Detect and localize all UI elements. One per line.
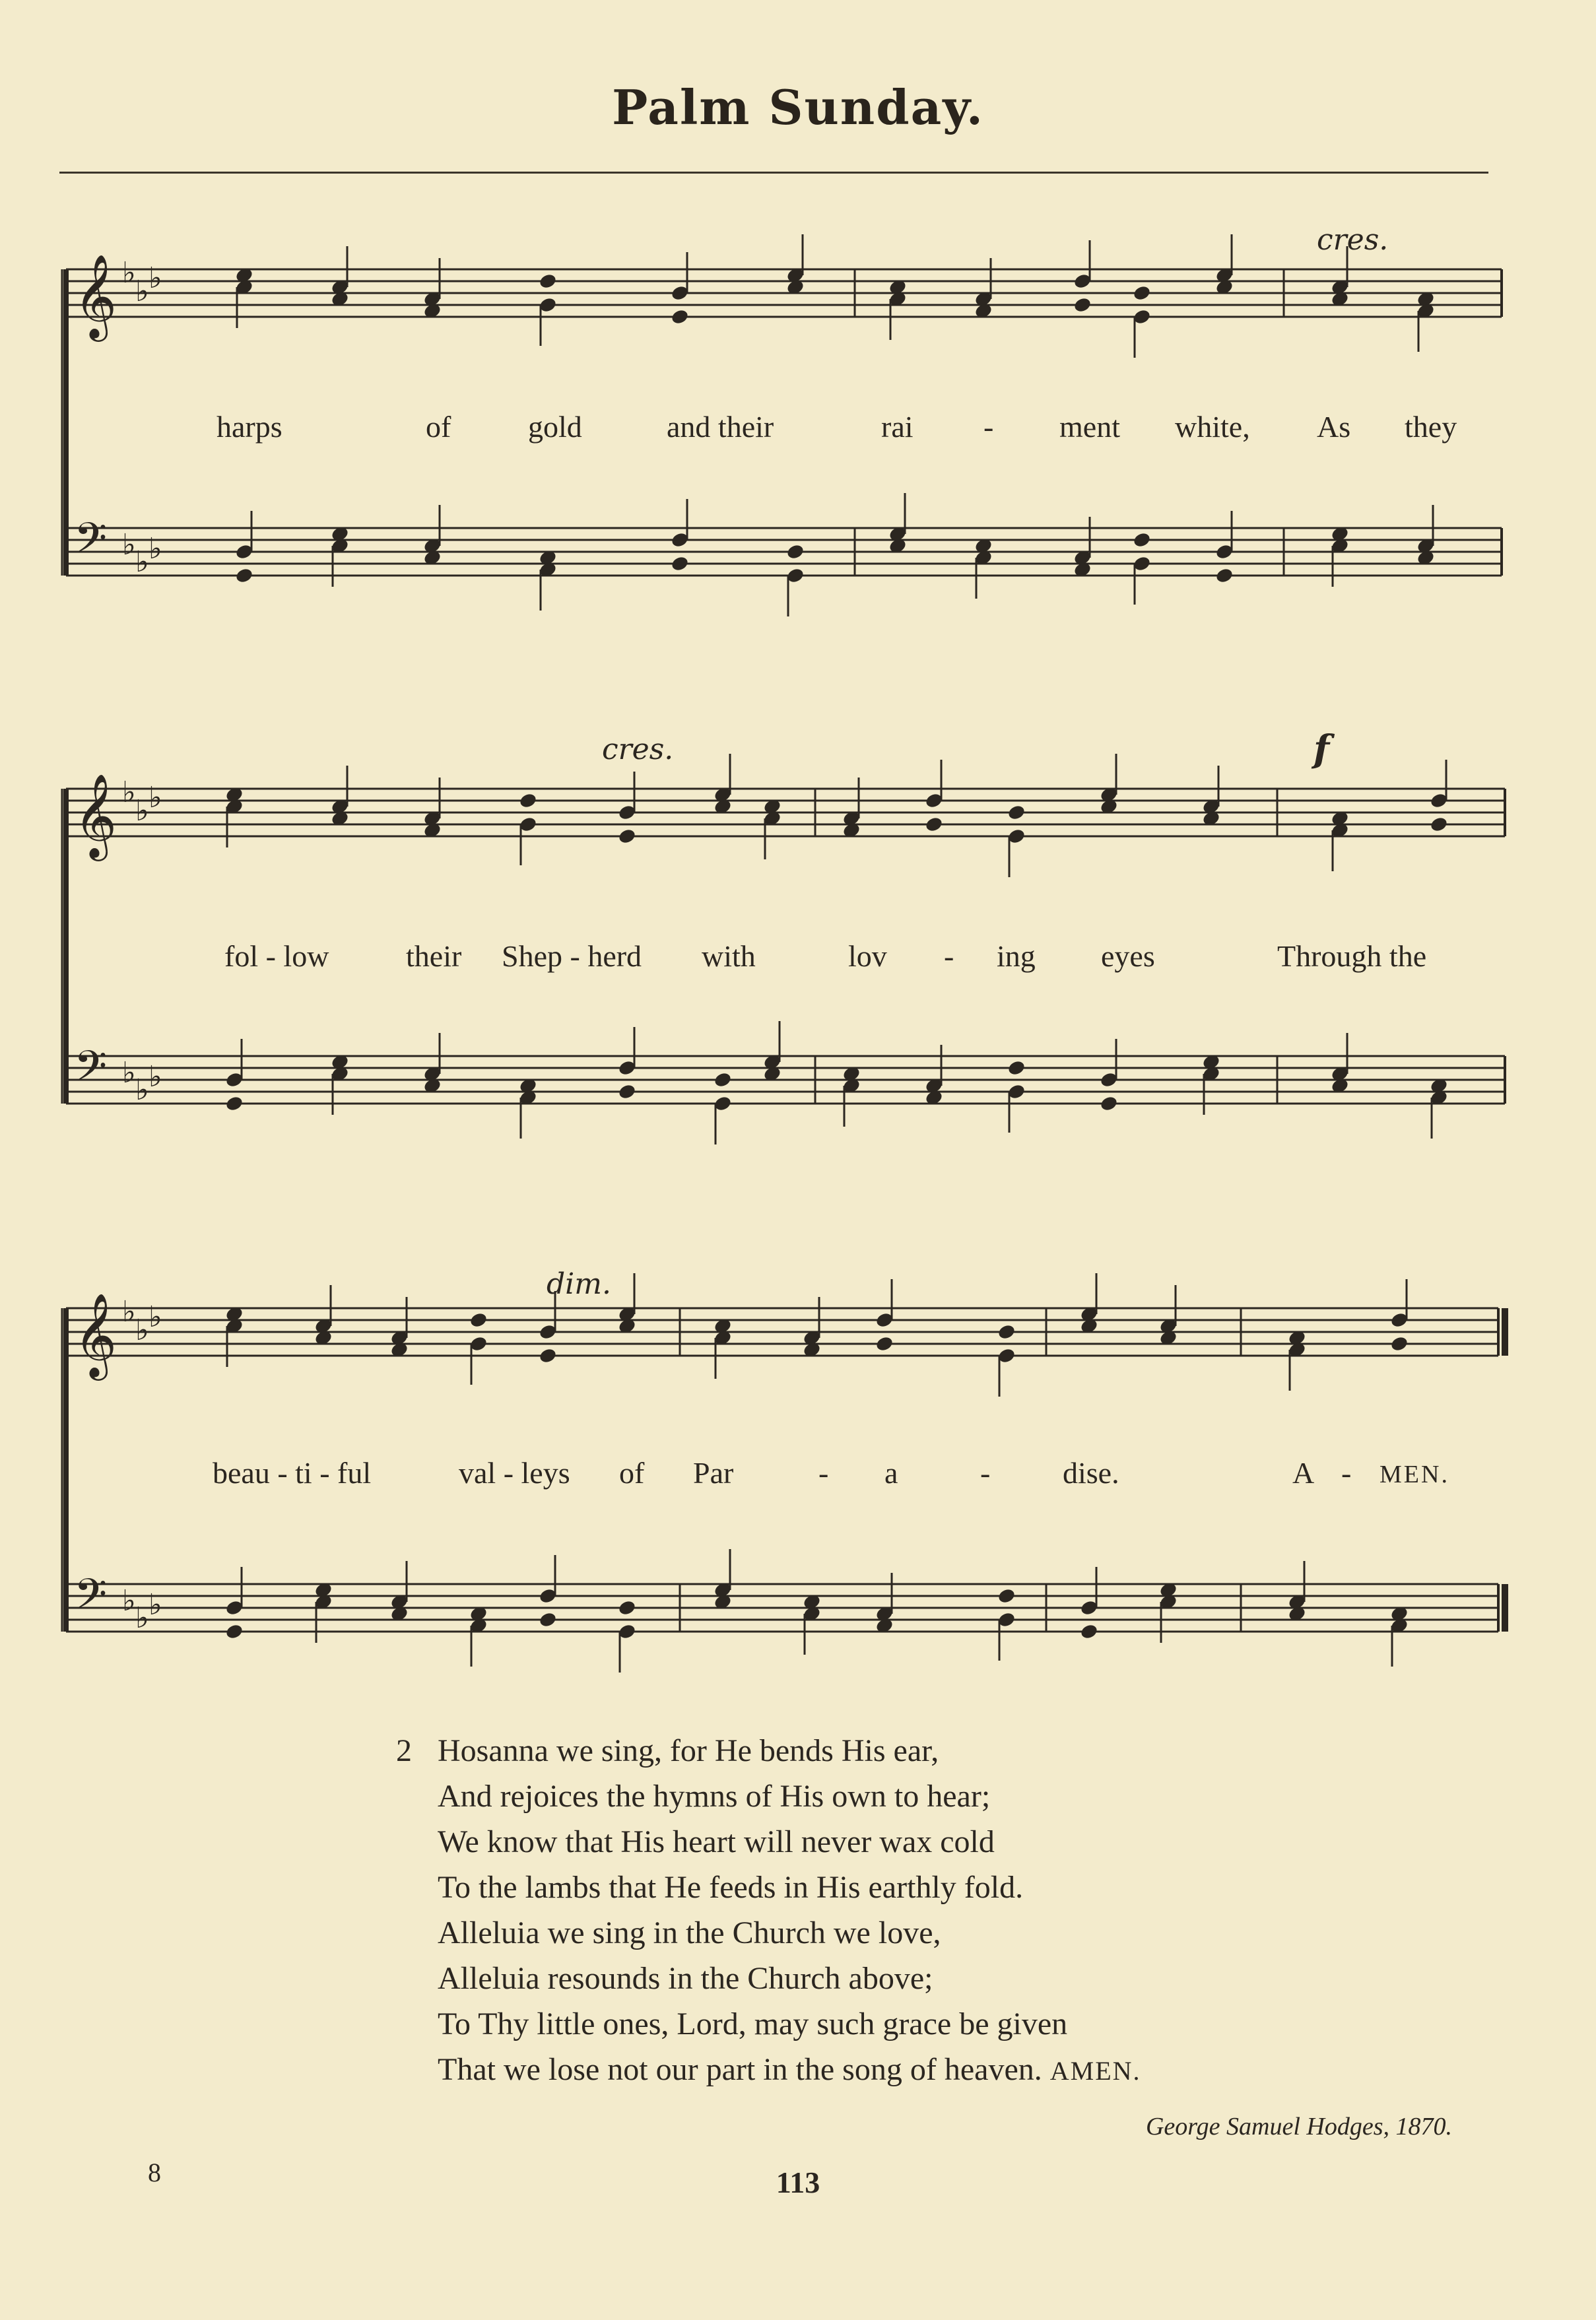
verse-number: 2	[396, 1733, 412, 1768]
verse-line: To the lambs that He feeds in His earthly fold.	[438, 1870, 1024, 1905]
notehead	[924, 816, 943, 833]
verse-line: To Thy little ones, Lord, may such grace be given	[438, 2006, 1068, 2041]
flat-icon: ♭	[135, 545, 149, 579]
flat-icon: ♭	[122, 776, 136, 809]
notehead	[538, 273, 557, 290]
lyric: A	[1292, 1456, 1315, 1490]
notehead	[875, 1335, 894, 1352]
cres-mark: cres.	[602, 733, 674, 766]
flat-icon: ♭	[149, 532, 162, 566]
notehead	[1389, 1335, 1409, 1352]
lyric: of	[619, 1456, 645, 1490]
notehead	[469, 1311, 488, 1329]
verse-line-text: That we lose not our part in the song of heaven.	[438, 2052, 1042, 2087]
verse-line	[401, 2047, 1391, 2094]
bass-clef-icon: 𝄢	[74, 1042, 108, 1102]
cres-mark: cres.	[1317, 223, 1389, 257]
notehead	[617, 828, 636, 845]
author-credit: George Samuel Hodges, 1870.	[1145, 2113, 1452, 2140]
flat-icon: ♭	[149, 781, 162, 814]
lyric: ing	[997, 939, 1036, 973]
notehead	[713, 1071, 732, 1088]
notehead	[224, 1095, 244, 1112]
lyric: fol - low	[224, 939, 329, 973]
lyric: and their	[667, 410, 774, 444]
notehead	[617, 1083, 636, 1100]
flat-icon: ♭	[122, 1584, 136, 1618]
lyric: beau - ti - ful	[213, 1456, 372, 1490]
flat-icon: ♭	[122, 528, 136, 562]
notehead	[518, 792, 537, 809]
notehead	[1007, 804, 1026, 821]
notehead	[538, 1611, 557, 1628]
notehead	[1429, 816, 1448, 833]
music-system-2	[0, 727, 1596, 1155]
forte-mark: f	[1313, 727, 1330, 771]
flat-icon: ♭	[135, 794, 149, 828]
lyric: -	[1341, 1456, 1352, 1490]
lyric: rai	[881, 410, 914, 444]
notehead	[1099, 1095, 1118, 1112]
notehead	[1132, 531, 1151, 548]
treble-clef-icon: 𝄞	[74, 253, 117, 338]
notehead	[670, 308, 689, 325]
lyric: they	[1405, 410, 1457, 444]
notehead	[670, 555, 689, 572]
notehead	[224, 1623, 244, 1640]
lyric: with	[702, 939, 756, 973]
notehead	[1007, 1059, 1026, 1077]
verse-line: And rejoices the hymns of His own to hear;	[438, 1779, 991, 1814]
flat-icon: ♭	[122, 1295, 136, 1329]
lyric: dise.	[1063, 1456, 1119, 1490]
lyric: ment	[1059, 410, 1120, 444]
notehead	[538, 1347, 557, 1364]
notehead	[1073, 296, 1092, 314]
verse-amen: AMEN.	[1049, 2056, 1141, 2086]
notehead	[1079, 1623, 1098, 1640]
title-rule	[59, 172, 1488, 174]
lyric: Through the	[1277, 939, 1427, 973]
flat-icon: ♭	[135, 275, 149, 308]
flat-icon: ♭	[135, 1073, 149, 1107]
lyric: Shep - herd	[502, 939, 642, 973]
music-system-1	[0, 211, 1596, 620]
lyric: lov	[848, 939, 887, 973]
flat-icon: ♭	[135, 1601, 149, 1635]
lyric: -	[944, 939, 954, 973]
lyric: a	[884, 1456, 898, 1490]
flat-icon: ♭	[122, 1056, 136, 1090]
verse-line: We know that His heart will never wax cold	[438, 1824, 995, 1859]
verse-line: Alleluia we sing in the Church we love,	[438, 1915, 941, 1950]
lyric: -	[980, 1456, 991, 1490]
treble-clef-icon: 𝄞	[74, 1292, 117, 1377]
notehead	[1132, 284, 1151, 302]
music-system-3	[0, 1267, 1596, 1703]
lyric: val - leys	[459, 1456, 570, 1490]
flat-icon: ♭	[135, 1313, 149, 1347]
flat-icon: ♭	[149, 1588, 162, 1622]
flat-icon: ♭	[122, 256, 136, 290]
verse-line: Hosanna we sing, for He bends His ear,	[438, 1733, 939, 1768]
lyric: -	[818, 1456, 829, 1490]
flat-icon: ♭	[149, 1060, 162, 1094]
lyric: of	[426, 410, 451, 444]
lyric: eyes	[1101, 939, 1155, 973]
notehead	[997, 1323, 1016, 1341]
notehead	[617, 1599, 636, 1616]
notehead	[785, 543, 805, 560]
lyric: white,	[1175, 410, 1250, 444]
notehead	[1214, 567, 1234, 584]
notehead	[234, 567, 253, 584]
lyric: harps	[216, 410, 283, 444]
page-title: Palm Sunday.	[612, 79, 984, 135]
signature-mark: 8	[148, 2158, 161, 2187]
flat-icon: ♭	[149, 261, 162, 295]
lyric: their	[406, 939, 462, 973]
treble-clef-icon: 𝄞	[74, 773, 117, 857]
bass-clef-icon: 𝄢	[74, 514, 108, 574]
page-number: 113	[776, 2166, 820, 2199]
flat-icon: ♭	[149, 1300, 162, 1334]
verse-line: Alleluia resounds in the Church above;	[438, 1961, 933, 1996]
dim-mark: dim.	[547, 1267, 611, 1301]
verse-text	[401, 1728, 1391, 2094]
lyric: MEN.	[1380, 1461, 1449, 1488]
notehead	[997, 1587, 1016, 1605]
lyric: gold	[528, 410, 582, 444]
bass-clef-icon: 𝄢	[74, 1570, 108, 1630]
lyric: Par	[693, 1456, 734, 1490]
lyric: As	[1317, 410, 1351, 444]
lyric: -	[983, 410, 994, 444]
